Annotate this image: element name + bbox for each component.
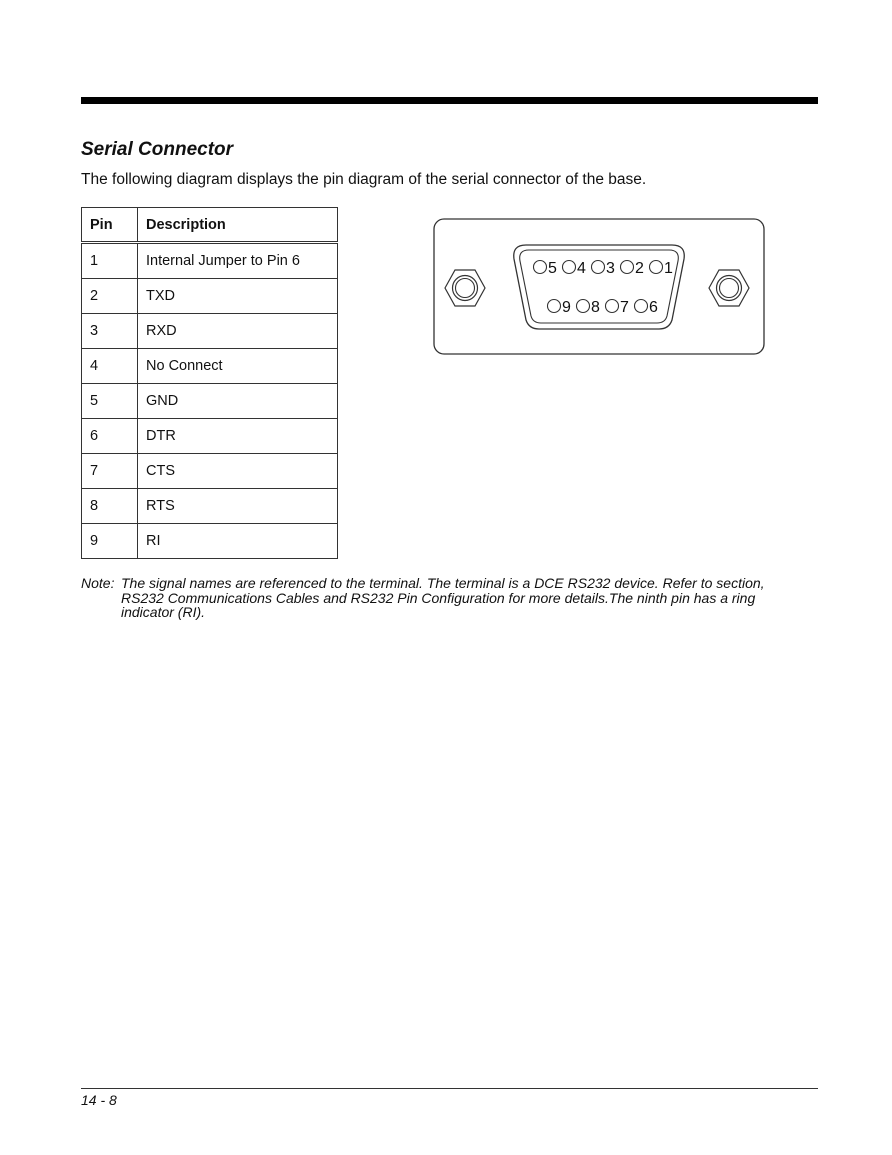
d-shell-outer: [514, 245, 685, 329]
pin-table: [81, 207, 338, 559]
left-screw-icon: [445, 270, 485, 306]
pin-hole: [650, 261, 663, 274]
note-text: The signal names are referenced to the terminal. The terminal is a DCE RS232 device. Refer to section, RS232 Communications Cables and RS232 Pin Configuration for more details.The ninth pin has a ring indicator (RI).: [121, 575, 765, 620]
pin-hole: [606, 300, 619, 313]
table-header-row: [82, 208, 338, 243]
description-cell: GND: [138, 384, 338, 419]
header-pin: Pin: [82, 208, 138, 243]
table-row: [82, 454, 338, 489]
pin-cell: 7: [82, 454, 138, 489]
pin-hole: [563, 261, 576, 274]
description-cell: No Connect: [138, 349, 338, 384]
description-cell: Internal Jumper to Pin 6: [138, 243, 338, 279]
pin-cell: 2: [82, 279, 138, 314]
description-cell: RI: [138, 524, 338, 559]
note: [81, 576, 811, 620]
pin-label: 8: [591, 299, 600, 316]
pin-hole: [548, 300, 561, 313]
pin-cell: 6: [82, 419, 138, 454]
pin-hole: [534, 261, 547, 274]
top-pin-row: [534, 260, 674, 277]
pin-cell: 4: [82, 349, 138, 384]
table-row: [82, 384, 338, 419]
pin-label: 4: [577, 260, 586, 277]
section-title: Serial Connector: [81, 139, 234, 160]
footer-rule: [81, 1088, 818, 1089]
pin-label: 1: [664, 260, 673, 277]
pin-label: 6: [649, 299, 658, 316]
pin-hole: [592, 261, 605, 274]
header-rule: [81, 97, 818, 104]
table-row: [82, 279, 338, 314]
pin-label: 3: [606, 260, 615, 277]
table-row: [82, 349, 338, 384]
pin-cell: 5: [82, 384, 138, 419]
table-row: [82, 489, 338, 524]
header-description: Description: [138, 208, 338, 243]
db9-connector-diagram: [432, 217, 766, 357]
pin-hole: [635, 300, 648, 313]
description-cell: CTS: [138, 454, 338, 489]
page-number: 14 - 8: [81, 1092, 117, 1108]
description-cell: RTS: [138, 489, 338, 524]
pin-label: 5: [548, 260, 557, 277]
pin-cell: 9: [82, 524, 138, 559]
description-cell: TXD: [138, 279, 338, 314]
table-row: [82, 314, 338, 349]
intro-paragraph: The following diagram displays the pin diagram of the serial connector of the base.: [81, 171, 647, 188]
pin-label: 2: [635, 260, 644, 277]
pin-hole: [577, 300, 590, 313]
pin-label: 9: [562, 299, 571, 316]
description-cell: DTR: [138, 419, 338, 454]
description-cell: RXD: [138, 314, 338, 349]
bottom-pin-row: [548, 299, 659, 316]
table-row: [82, 243, 338, 279]
pin-cell: 3: [82, 314, 138, 349]
table-row: [82, 419, 338, 454]
pin-label: 7: [620, 299, 629, 316]
pin-cell: 8: [82, 489, 138, 524]
right-screw-icon: [709, 270, 749, 306]
pin-hole: [621, 261, 634, 274]
note-label: Note:: [81, 575, 115, 591]
pin-cell: 1: [82, 243, 138, 279]
table-row: [82, 524, 338, 559]
